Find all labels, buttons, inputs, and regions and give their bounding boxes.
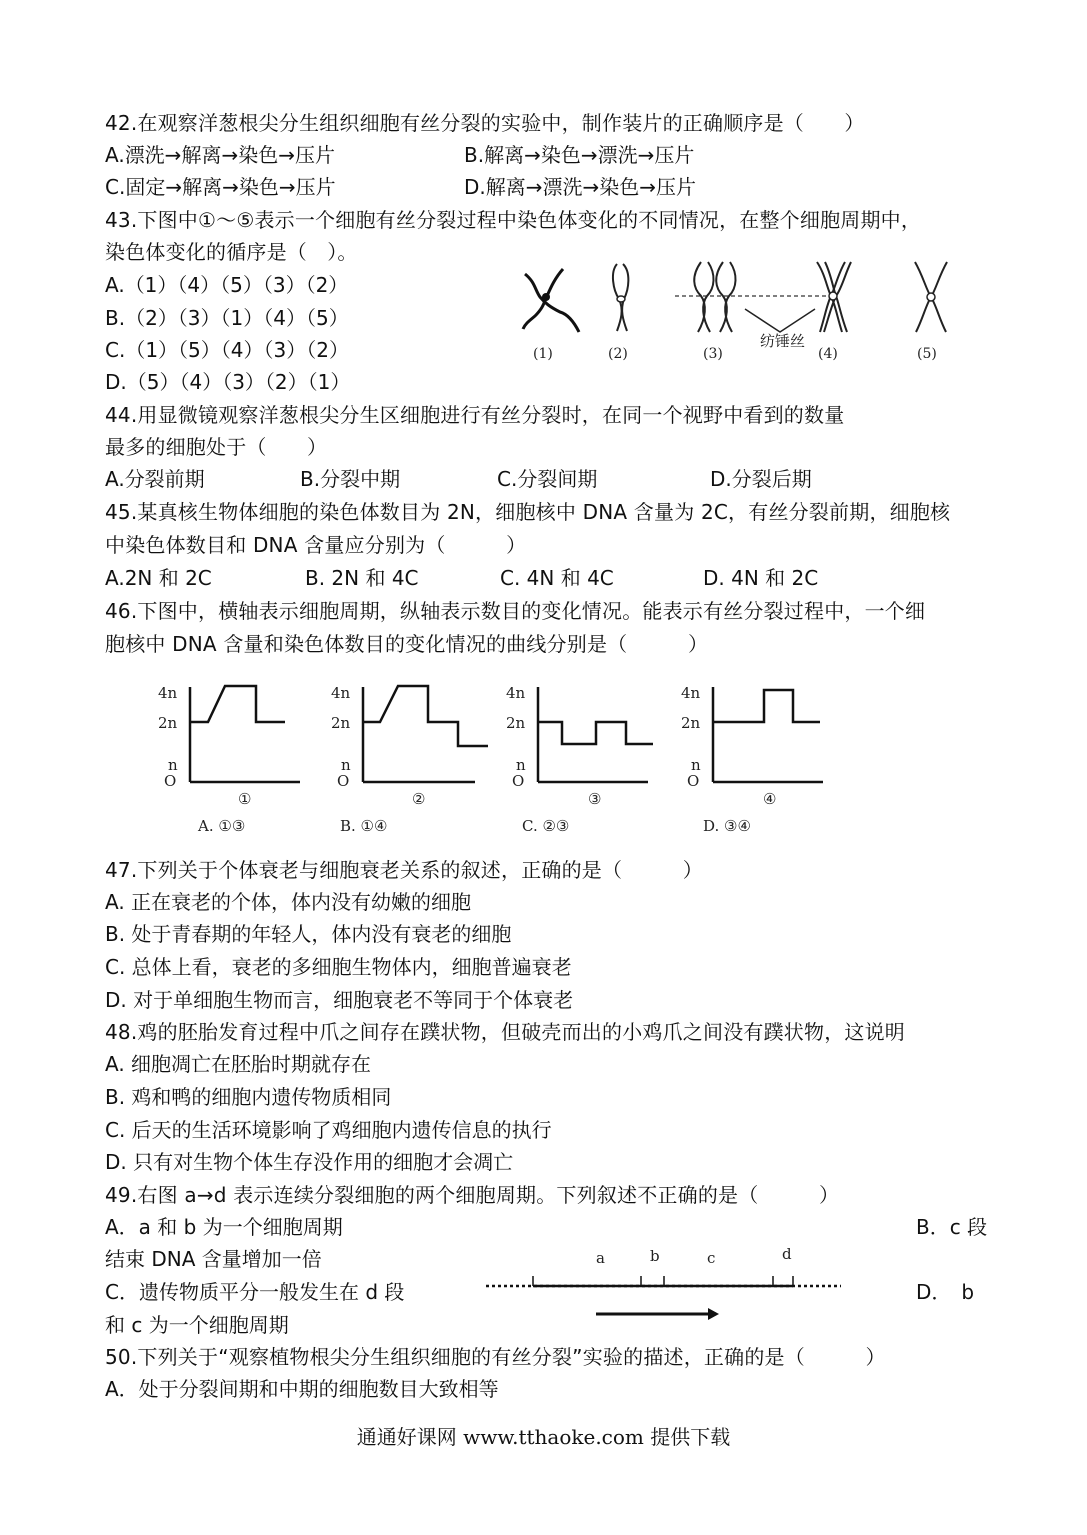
q49-option-a: A．a 和 b 为一个细胞周期: [105, 1215, 343, 1239]
q43-option-b: B.（2）（3）（1）（4）（5）: [105, 306, 349, 330]
graph1-origin: O: [164, 772, 177, 790]
q50-option-a: A．处于分裂间期和中期的细胞数目大致相等: [105, 1377, 499, 1401]
graph4-origin: O: [687, 772, 700, 790]
graph3-origin: O: [512, 772, 525, 790]
segment-d-label: d: [782, 1245, 792, 1263]
q42-stem: 42.在观察洋葱根尖分生组织细胞有丝分裂的实验中，制作装片的正确顺序是（ ）: [105, 111, 865, 135]
label-4: (4): [818, 346, 838, 362]
q46-option-b: B. ①④: [340, 817, 388, 835]
chromosome-stage-2: [613, 264, 628, 331]
q43-chromosome-figure: [505, 254, 965, 374]
graph1-label-2n: 2n: [158, 714, 178, 732]
q45-option-a: A.2N 和 2C: [105, 566, 212, 590]
label-3: (3): [703, 346, 723, 362]
q46-option-a: A. ①③: [198, 817, 246, 835]
graph4-label-n: n: [691, 756, 701, 774]
q43-option-a: A.（1）（4）（5）（3）（2）: [105, 273, 349, 297]
graph3-label-n: n: [516, 756, 526, 774]
q44-stem-line1: 44.用显微镜观察洋葱根尖分生区细胞进行有丝分裂时，在同一个视野中看到的数量: [105, 403, 845, 427]
graph2-label-2n: 2n: [331, 714, 351, 732]
q44-option-b: B.分裂中期: [300, 467, 401, 491]
chromosome-stage-1: [523, 269, 579, 332]
q46-option-d: D. ③④: [703, 817, 751, 835]
q50-stem: 50.下列关于“观察植物根尖分生组织细胞的有丝分裂”实验的描述，正确的是（ ）: [105, 1345, 886, 1369]
q45-stem-line2: 中染色体数目和 DNA 含量应分别为（ ）: [105, 533, 527, 557]
q43-stem-line1: 43.下图中①～⑤表示一个细胞有丝分裂过程中染色体变化的不同情况，在整个细胞周期中，: [105, 208, 922, 232]
label-5: (5): [917, 346, 937, 362]
graph-id-2: ②: [412, 790, 426, 808]
q44-stem-line2: 最多的细胞处于（ ）: [105, 435, 328, 459]
q48-option-a: A. 细胞凋亡在胚胎时期就存在: [105, 1052, 372, 1076]
q48-option-d: D. 只有对生物个体生存没作用的细胞才会凋亡: [105, 1150, 514, 1174]
q47-option-b: B. 处于青春期的年轻人，体内没有衰老的细胞: [105, 922, 512, 946]
q43-stem-line2: 染色体变化的循序是（ ）。: [105, 240, 358, 264]
q42-option-c: C.固定→解离→染色→压片: [105, 175, 336, 199]
q47-option-a: A. 正在衰老的个体，体内没有幼嫩的细胞: [105, 890, 472, 914]
q45-option-d: D. 4N 和 2C: [703, 566, 819, 590]
graph2-label-n: n: [341, 756, 351, 774]
q47-option-d: D. 对于单细胞生物而言，细胞衰老不等同于个体衰老: [105, 988, 574, 1012]
spindle-pointer: [745, 309, 815, 332]
graph3-label-2n: 2n: [506, 714, 526, 732]
q48-option-b: B. 鸡和鸭的细胞内遗传物质相同: [105, 1085, 392, 1109]
q47-option-c: C. 总体上看，衰老的多细胞生物体内，细胞普遍衰老: [105, 955, 572, 979]
q45-option-c: C. 4N 和 4C: [500, 566, 614, 590]
q46-stem-line2: 胞核中 DNA 含量和染色体数目的变化情况的曲线分别是（ ）: [105, 632, 709, 656]
q43-option-d: D.（5）（4）（3）（2）（1）: [105, 370, 351, 394]
chromosome-stage-5: [915, 262, 947, 332]
segment-b-label: b: [650, 1247, 660, 1265]
q49-option-d-part1: D． b: [916, 1280, 975, 1304]
q49-option-b-part1: B．c 段: [916, 1215, 988, 1239]
q45-stem-line1: 45.某真核生物体细胞的染色体数目为 2N，细胞核中 DNA 含量为 2C，有丝分裂前期，细胞核: [105, 500, 951, 524]
q48-option-c: C. 后天的生活环境影响了鸡细胞内遗传信息的执行: [105, 1118, 552, 1142]
q49-option-c: C．遗传物质平分一般发生在 d 段: [105, 1280, 405, 1304]
q43-option-c: C.（1）（5）（4）（3）（2）: [105, 338, 349, 362]
q49-option-d-part2: 和 c 为一个细胞周期: [105, 1313, 289, 1337]
q47-stem: 47.下列关于个体衰老与细胞衰老关系的叙述，正确的是（ ）: [105, 858, 704, 882]
q46-stem-line1: 46.下图中，横轴表示细胞周期，纵轴表示数目的变化情况。能表示有丝分裂过程中，一个细: [105, 599, 926, 623]
graph-id-3: ③: [588, 790, 602, 808]
page-footer: 通通好课网 www.tthaoke.com 提供下载: [356, 1425, 731, 1449]
graph2-label-4n: 4n: [331, 684, 351, 702]
segment-a-label: a: [596, 1249, 605, 1267]
q42-option-a: A.漂洗→解离→染色→压片: [105, 143, 335, 167]
q44-option-c: C.分裂间期: [497, 467, 598, 491]
graph-id-4: ④: [763, 790, 777, 808]
q48-stem: 48.鸡的胚胎发育过程中爪之间存在蹼状物，但破壳而出的小鸡爪之间没有蹼状物，这说明: [105, 1020, 906, 1044]
chromosome-stage-3: [675, 262, 830, 332]
q42-option-b: B.解离→染色→漂洗→压片: [464, 143, 695, 167]
spindle-label: 纺锤丝: [760, 332, 806, 350]
graph-id-1: ①: [238, 790, 252, 808]
graph1-label-4n: 4n: [158, 684, 178, 702]
q42-option-d: D.解离→漂洗→染色→压片: [464, 175, 697, 199]
graph4-label-2n: 2n: [681, 714, 701, 732]
label-2: (2): [608, 346, 628, 362]
q46-option-c: C. ②③: [522, 817, 570, 835]
graph1-label-n: n: [168, 756, 178, 774]
chromosome-stage-4: [817, 262, 851, 332]
graph2-origin: O: [337, 772, 350, 790]
q49-option-b-part2: 结束 DNA 含量增加一倍: [105, 1247, 322, 1271]
segment-c-label: c: [707, 1249, 716, 1267]
q49-stem: 49.右图 a→d 表示连续分裂细胞的两个细胞周期。下列叙述不正确的是（ ）: [105, 1183, 840, 1207]
q45-option-b: B. 2N 和 4C: [305, 566, 419, 590]
q44-option-a: A.分裂前期: [105, 467, 205, 491]
label-1: (1): [533, 346, 553, 362]
q46-graphs: [150, 672, 850, 852]
graph4-label-4n: 4n: [681, 684, 701, 702]
q49-cell-cycle-figure: [486, 1238, 846, 1328]
q44-option-d: D.分裂后期: [710, 467, 812, 491]
graph3-label-4n: 4n: [506, 684, 526, 702]
